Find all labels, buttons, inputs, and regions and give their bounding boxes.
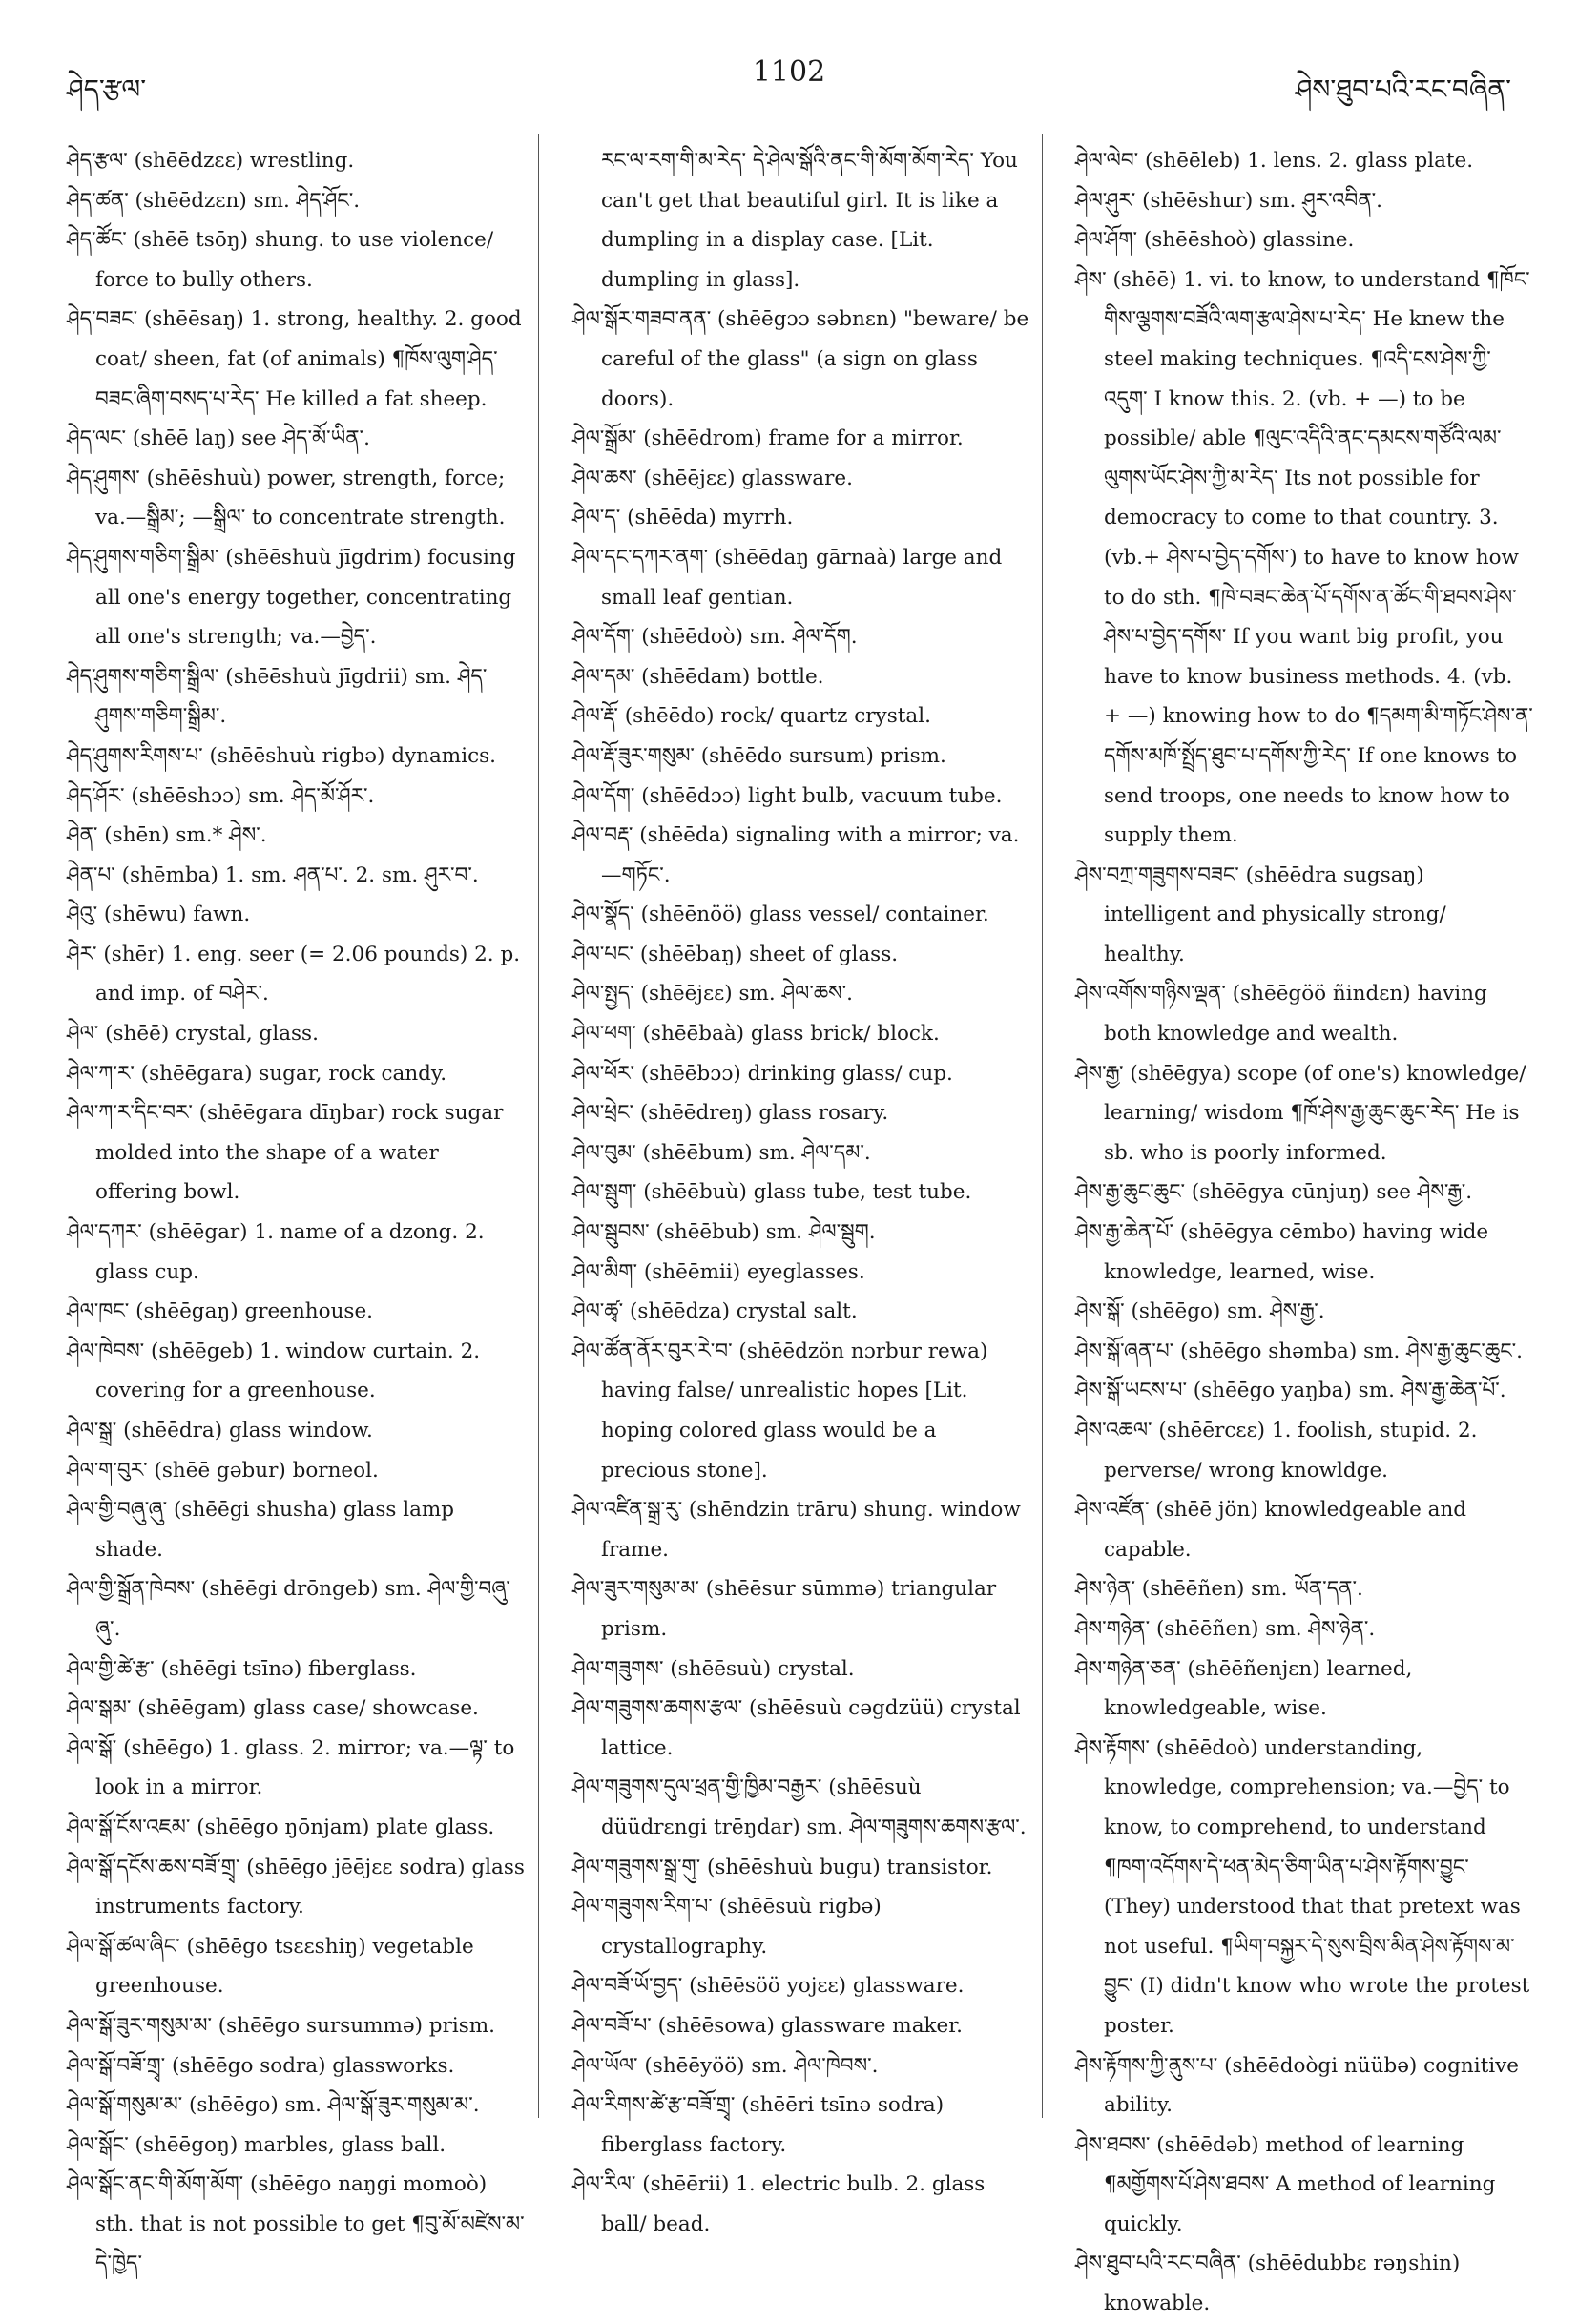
dictionary-entry: ཤེལ་ཕག་ (shēēbaà) glass brick/ block. [572, 1022, 940, 1047]
dictionary-entry: ཤེལ་གྱི་སྒྲོན་ཁེབས་ (shēēgi drōngeb) sm. ཤེལ་གྱི་བཞུ་ཞུ་. [67, 1577, 510, 1641]
dictionary-entry: ཤེལ་དང་དཀར་ནག་ (shēēdaŋ gārnaà) large and small leaf gentian. [572, 545, 1003, 610]
dictionary-entry: ཤེལ་གཟུགས་ (shēēsuù) crystal. [572, 1656, 855, 1681]
dictionary-entry: ཤེད་རྩལ་ (shēēdzεε) wrestling. [67, 149, 355, 173]
dictionary-entry: ཤེལ་སྦུབས་ (shēēbub) sm. ཤེལ་སྦུག. [572, 1220, 876, 1245]
dictionary-entry: ཤེར་ (shēr) 1. eng. seer (= 2.06 pounds) 2. p. and imp. of བཤེར་. [67, 942, 521, 1006]
dictionary-entry: ཤེལ་རིགས་ཚེ་རྩ་བཟོ་གྲྭ་ (shēēri tsīnə sodra) fiberglass factory. [572, 2093, 945, 2157]
dictionary-entry: ཤེས་ཉེན་ (shēēñen) sm. ཡོན་དན་. [1075, 1577, 1363, 1602]
dictionary-entry: ཤེས་གཉེན་ཅན་ (shēēñenjεn) learned, knowledgeable, wise. [1075, 1656, 1413, 1721]
dictionary-entry: ཤེལ་སྒོ་ཟུར་གསུམ་མ་ (shēēgo sursummə) prism. [67, 2013, 495, 2038]
dictionary-entry: ཤེས་ཐབས་ (shēēdəb) method of learning ¶མགྱོགས་པོ་ཤེས་ཐབས་ A method of learning quickly. [1075, 2132, 1496, 2236]
dictionary-entry: ཤེད་ཚན་ (shēēdzεn) sm. ཤེད་ཤོང་. [67, 188, 361, 213]
running-head-right: ཤེས་ཐུབ་པའི་རང་བཞིན་ [1295, 73, 1511, 105]
dictionary-entry: ཤེལ་སྒོ་ཚལ་ཞིང་ (shēēgo tsεεshiŋ) vegetable greenhouse. [67, 1934, 474, 1999]
dictionary-entry: རང་ལ་རག་གི་མ་རེད་ དེ་ཤེལ་སྒོའི་ནང་གི་མོག་མོག་རེད་ You can't get that beautiful girl. It is like a dumpling in a display case. [Lit. dumpling in glass]. [601, 149, 1018, 292]
dictionary-entry: ཤེལ་གཟུགས་ཆགས་རྩལ་ (shēēsuù cəgdzüü) crystal lattice. [572, 1696, 1021, 1760]
dictionary-entry: ཤེས་འཆལ་ (shēērcεε) 1. foolish, stupid. 2. perverse/ wrong knowldge. [1075, 1419, 1478, 1483]
dictionary-entry: ཤེའུ་ (shēwu) fawn. [67, 903, 251, 927]
dictionary-entry: ཤེལ་ཕྲེང་ (shēēdreŋ) glass rosary. [572, 1101, 889, 1126]
dictionary-entry: ཤེས་གཉེན་ (shēēñen) sm. ཤེས་ཉེན་. [1075, 1616, 1376, 1641]
column-divider [1042, 134, 1043, 2118]
dictionary-entry: ཤེས་བཀྲ་གཟུགས་བཟང་ (shēēdra sugsaŋ) intelligent and physically strong/ healthy. [1075, 862, 1446, 966]
dictionary-entry: ཤེལ་ཁང་ (shēēgaŋ) greenhouse. [67, 1299, 374, 1324]
dictionary-entry: ཤེལ་དམ་ (shēēdam) bottle. [572, 664, 824, 689]
dictionary-entry: ཤེས་སྒོ་ (shēēgo) sm. ཤེས་རྒྱ་. [1075, 1299, 1325, 1324]
dictionary-entry: ཤེལ་གཟུགས་དུལ་ཕྲན་གྱི་ཁྱིམ་བརྒྱར་ (shēēsuù düüdrεngi trēŋdar) sm. ཤེལ་གཟུགས་ཆགས་རྩལ་. [572, 1775, 1027, 1839]
column-divider [538, 134, 539, 2118]
dictionary-entry: ཤེད་ཤོར་ (shēēshɔɔ) sm. ཤེད་མོ་ཤོར་. [67, 783, 375, 808]
dictionary-entry: ཤེལ་དོག་ (shēēdoò) sm. ཤེལ་དོག. [572, 625, 858, 650]
dictionary-entry: ཤེད་ཚོང་ (shēē tsōŋ) shung. to use violence/ force to bully others. [67, 228, 494, 292]
dictionary-entry: ཤེལ་དོག་ (shēēdɔɔ) light bulb, vacuum tube. [572, 783, 1003, 808]
dictionary-entry: ཤེད་ལང་ (shēē laŋ) see ཤེད་མོ་ཡིན་. [67, 426, 370, 451]
dictionary-entry: ཤེལ་ཆས་ (shēējεε) glassware. [572, 466, 853, 490]
dictionary-entry: ཤེད་ཤུགས་གཅིག་སྒྲིམ་ (shēēshuù jīgdrim) focusing all one's energy together, concentrating all one's strength; va.—བྱེད་. [67, 545, 516, 650]
dictionary-entry: ཤེལ་བཟོ་པ་ (shēēsowa) glassware maker. [572, 2013, 964, 2038]
dictionary-column-3 [1075, 141, 1533, 2324]
dictionary-entry: ཤེལ་བུམ་ (shēēbum) sm. ཤེལ་དམ་. [572, 1140, 871, 1165]
dictionary-entry: ཤེས་འཛོན་ (shēē jön) knowledgeable and capable. [1075, 1498, 1467, 1562]
dictionary-entry: ཤེས་ (shēē) 1. vi. to know, to understand ¶ཁོང་གིས་ལྕགས་བཟོའི་ལག་རྩལ་ཤེས་པ་རེད་ He knew the steel making techniques. ¶འདི་ངས་ཤེས་ཀྱི་འདུག་ I know this. 2. (vb. + —) to be possible/ able ¶ལུང་འདིའི་ནང་དམངས་གཙོའི་ལམ་ལུགས་ཡོང་ཤེས་ཀྱི་མ་རེད་ Its not possible for democracy to come to that country. 3. (vb.+ ཤེས་པ་བྱེད་དགོས་) to have to know how to do sth. ¶ཁེ་བཟང་ཆེན་པོ་དགོས་ན་ཚོང་གི་ཐབས་ཤེས་ཤེས་པ་བྱེད་དགོས་ If you want big profit, you have to know business methods. 4. (vb. + —) knowing how to do ¶དམག་མི་གཏོང་ཤེས་ན་དགོས་མཁོ་སྤྲོད་ཐུབ་པ་དགོས་ཀྱི་རེད་ If one knows to send troops, one needs to know how to supply them. [1075, 267, 1533, 848]
dictionary-entry: ཤེལ་པང་ (shēēbaŋ) sheet of glass. [572, 942, 899, 966]
dictionary-entry: ཤེལ་ཀ་ར་དིང་བར་ (shēēgara dīŋbar) rock sugar molded into the shape of a water offering bowl. [67, 1101, 504, 1205]
dictionary-entry: ཤེལ་མིག་ (shēēmii) eyeglasses. [572, 1259, 865, 1284]
dictionary-entry: ཤེལ་ཚྭ་ (shēēdza) crystal salt. [572, 1299, 858, 1324]
dictionary-entry: ཤེལ་སྒམ་ (shēēgam) glass case/ showcase. [67, 1696, 479, 1721]
dictionary-entry: ཤེལ་རིལ་ (shēērii) 1. electric bulb. 2. glass ball/ bead. [572, 2172, 986, 2236]
dictionary-entry: ཤེལ་སྦུག་ (shēēbuù) glass tube, test tube. [572, 1180, 972, 1205]
dictionary-entry: ཤེན་ (shēn) sm.* ཤེས་. [67, 823, 267, 848]
dictionary-entry: ཤེལ་འཛིན་སྒྲ་རུ་ (shēndzin trāru) shung. window frame. [572, 1498, 1021, 1562]
dictionary-entry: ཤེལ་ལེབ་ (shēēleb) 1. lens. 2. glass plate. [1075, 149, 1474, 173]
dictionary-entry: ཤེད་ཤུགས་རིགས་པ་ (shēēshuù rigbə) dynamics. [67, 743, 496, 768]
dictionary-entry: ཤེལ་ཀ་ར་ (shēēgara) sugar, rock candy. [67, 1061, 447, 1086]
dictionary-entry: ཤེལ་སྒོར་གཟབ་ནན་ (shēēgɔɔ səbnεn) "beware/ be careful of the glass" (a sign on glass doors). [572, 307, 1029, 411]
dictionary-entry: ཤེས་རྒྱ་ (shēēgya) scope (of one's) knowledge/ learning/ wisdom ¶ཁོ་ཤེས་རྒྱ་ཆུང་ཆུང་རེད་ He is sb. who is poorly informed. [1075, 1061, 1526, 1165]
dictionary-entry: ཤེས་རྟོགས་ཀྱི་ནུས་པ་ (shēēdoògi nüübə) cognitive ability. [1075, 2053, 1520, 2118]
dictionary-entry: ཤེལ་ཤོག་ (shēēshoò) glassine. [1075, 228, 1355, 253]
dictionary-entry: ཤེལ་གྱི་ཚེ་རྩ་ (shēēgi tsīnə) fiberglass. [67, 1656, 417, 1681]
dictionary-entry: ཤེལ་སྒོ་གསུམ་མ་ (shēēgo) sm. ཤེལ་སྒོ་ཟུར་གསུམ་མ་. [67, 2093, 480, 2118]
dictionary-entry: ཤེལ་གཟུགས་སྒྲ་གུ་ (shēēshuù bugu) transistor. [572, 1855, 993, 1879]
dictionary-entry: ཤེས་ཐུབ་པའི་རང་བཞིན་ (shēēdubbε rəŋshin) knowable. [1075, 2251, 1461, 2316]
dictionary-entry: ཤེལ་སྒོ་དངོས་ཆས་བཟོ་གྲྭ་ (shēēgo jēējεε sodra) glass instruments factory. [67, 1855, 525, 1919]
dictionary-entry: ཤེལ་སྒོང་ (shēēgoŋ) marbles, glass ball. [67, 2132, 446, 2157]
page-number: 1102 [752, 55, 826, 89]
dictionary-entry: ཤེལ་ཕོར་ (shēēbɔɔ) drinking glass/ cup. [572, 1061, 953, 1086]
dictionary-entry: ཤེས་རྟོགས་ (shēēdoò) understanding, knowledge, comprehension; va.—བྱེད་ to know, to comprehend, to understand ¶ཁག་འདོགས་དེ་ཕན་མེད་ཅིག་ཡིན་པ་ཤེས་རྟོགས་བྱུང་ (They) understood that that pretext was not useful. ¶ཡིག་བསྐྱར་དེ་སུས་བྲིས་མིན་ཤེས་རྟོགས་མ་བྱུང་ (I) didn't know who wrote the protest poster. [1075, 1735, 1530, 2038]
dictionary-entry: ཤེས་རྒྱ་ཆེན་པོ་ (shēēgya cēmbo) having wide knowledge, learned, wise. [1075, 1220, 1489, 1284]
dictionary-entry: ཤེལ་སྒོ་ངོས་འཇམ་ (shēēgo ŋōnjam) plate glass. [67, 1815, 495, 1839]
dictionary-entry: ཤེལ་སྒོ་བཟོ་གྲྭ་ (shēēgo sodra) glassworks. [67, 2053, 455, 2078]
dictionary-entry: ཤེལ་བཟོ་ཡོ་བྱད་ (shēēsöö yojεε) glassware. [572, 1974, 965, 1999]
dictionary-entry: ཤེལ་གཟུགས་རིག་པ་ (shēēsuù rigbə) crystallography. [572, 1895, 882, 1959]
dictionary-entry: ཤེལ་རྡོ་ (shēēdo) rock/ quartz crystal. [572, 704, 931, 729]
dictionary-entry: ཤེན་པ་ (shēmba) 1. sm. ཤན་པ་. 2. sm. ཤུར་བ་. [67, 862, 479, 887]
dictionary-entry: ཤེལ་ཤུར་ (shēēshur) sm. ཤུར་འབིན་. [1075, 188, 1383, 213]
dictionary-entry: ཤེས་སྒོ་ཞན་པ་ (shēēgo shəmba) sm. ཤེས་རྒྱ་ཆུང་ཆུང་. [1075, 1338, 1524, 1363]
dictionary-entry: ཤེལ་ཟུར་གསུམ་མ་ (shēēsur sūmmə) triangular prism. [572, 1577, 997, 1641]
dictionary-column-2 [572, 141, 1030, 2244]
dictionary-entry: ཤེལ་ (shēē) crystal, glass. [67, 1022, 319, 1047]
dictionary-entry: ཤེལ་གྱི་བཞུ་ཞུ་ (shēēgi shusha) glass lamp shade. [67, 1498, 455, 1562]
dictionary-entry: ཤེལ་ཁེབས་ (shēēgeb) 1. window curtain. 2. covering for a greenhouse. [67, 1338, 481, 1403]
dictionary-entry: ཤེས་འགོས་གཉིས་ལྡན་ (shēēgöö ñindεn) having both knowledge and wealth. [1075, 982, 1487, 1047]
dictionary-entry: ཤེལ་ཡོལ་ (shēēyöö) sm. ཤེལ་ཁེབས་. [572, 2053, 879, 2078]
dictionary-entry: ཤེད་ཤུགས་ (shēēshuù) power, strength, force; va.—སྒྲིམ་; —སྒྲིལ་ to concentrate strength. [67, 466, 506, 530]
dictionary-entry: ཤེད་ཤུགས་གཅིག་སྒྲིལ་ (shēēshuù jīgdrii) sm. ཤེད་ཤུགས་གཅིག་སྒྲིམ་. [67, 664, 488, 729]
dictionary-entry: ཤེལ་ཚོན་ནོར་བུར་རེ་བ་ (shēēdzön nɔrbur rewa) having false/ unrealistic hopes [Lit. hoping colored glass would be a precious stone]. [572, 1338, 988, 1483]
dictionary-entry: ཤེལ་རྡོ་ཟུར་གསུམ་ (shēēdo sursum) prism. [572, 743, 946, 768]
dictionary-entry: ཤེལ་སྒོང་ནང་གི་མོག་མོག་ (shēēgo naŋgi momoò) sth. that is not possible to get ¶བུ་མོ་མཛེས་མ་དེ་ཁྱེད་ [67, 2172, 525, 2276]
dictionary-entry: ཤེལ་ག་བུར་ (shēē gəbur) borneol. [67, 1458, 379, 1483]
dictionary-entry: ཤེས་རྒྱ་ཆུང་ཆུང་ (shēēgya cūnjuŋ) see ཤེས་རྒྱ་. [1075, 1180, 1473, 1205]
dictionary-entry: ཤེལ་སྒྲོམ་ (shēēdrom) frame for a mirror. [572, 426, 964, 451]
dictionary-entry: ཤེལ་བརྡ་ (shēēda) signaling with a mirror; va.—གཏོང་. [572, 823, 1020, 887]
dictionary-column-1 [67, 141, 525, 2284]
dictionary-entry: ཤེད་བཟང་ (shēēsaŋ) 1. strong, healthy. 2. good coat/ sheen, fat (of animals) ¶ཁོས་ལུག་ཤེད་བཟང་ཞིག་བསད་པ་རེད་ He killed a fat sheep. [67, 307, 522, 411]
dictionary-entry: ཤེལ་ད་ (shēēda) myrrh. [572, 506, 794, 530]
running-head-left: ཤེད་རྩལ་ [67, 73, 147, 105]
dictionary-entry: ཤེལ་སྤྱད་ (shēējεε) sm. ཤེལ་ཆས་. [572, 982, 854, 1006]
dictionary-entry: ཤེས་སྒོ་ཡངས་པ་ (shēēgo yaŋba) sm. ཤེས་རྒྱ་ཆེན་པོ་. [1075, 1379, 1506, 1403]
dictionary-entry: ཤེལ་སྒྲ་ (shēēdra) glass window. [67, 1419, 373, 1442]
dictionary-entry: ཤེལ་དཀར་ (shēēgar) 1. name of a dzong. 2. glass cup. [67, 1220, 485, 1284]
dictionary-entry: ཤེལ་སྣོད་ (shēēnöö) glass vessel/ container. [572, 903, 989, 927]
dictionary-entry: ཤེལ་སྒོ་ (shēēgo) 1. glass. 2. mirror; va.—ལྟ་ to look in a mirror. [67, 1735, 515, 1800]
